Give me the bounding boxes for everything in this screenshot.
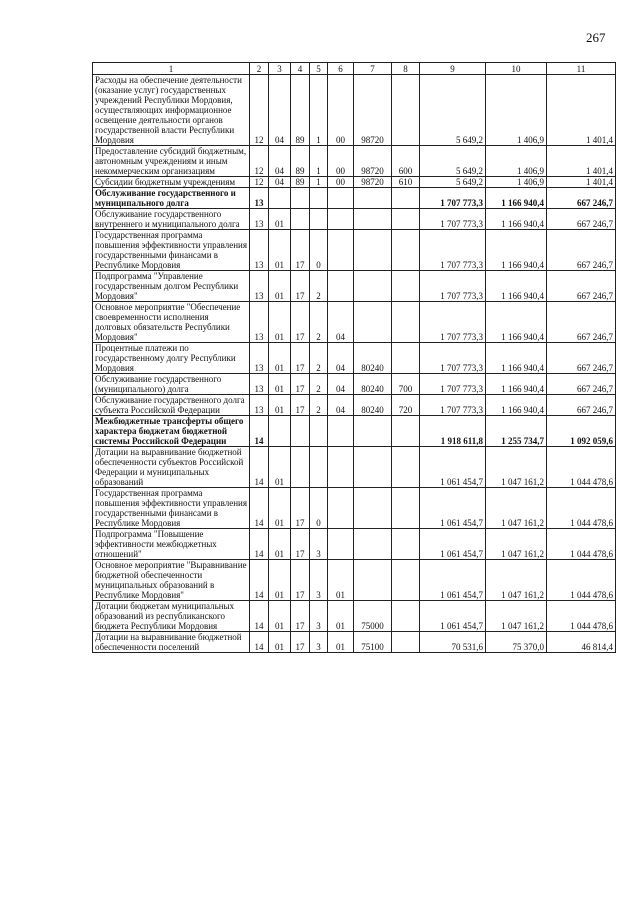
subsection-code-cell: 01: [269, 209, 291, 230]
direction-code-cell: [354, 209, 392, 230]
subsection-code-cell: 01: [269, 271, 291, 302]
amount-col10-cell: 75 370,0: [486, 632, 547, 653]
section-code-cell: 13: [250, 302, 269, 343]
table-row: [93, 302, 616, 343]
section-code-cell: 13: [250, 395, 269, 416]
subprogram-code-cell: 1: [310, 146, 328, 177]
amount-col10-cell: 1 047 161,2: [486, 488, 547, 529]
column-header: 1: [93, 63, 250, 75]
section-code-cell: 14: [250, 601, 269, 632]
expense-type-cell: [392, 230, 420, 271]
expense-type-cell: [392, 209, 420, 230]
amount-col11-cell: 1 044 478,6: [547, 601, 616, 632]
row-name-cell: Субсидии бюджетным учреждениям: [93, 177, 250, 188]
row-name-cell: Основное мероприятие "Обеспечение своевременности исполнения долговых обязательств Республики Мордовия": [93, 302, 250, 343]
program-code-cell: 89: [291, 146, 310, 177]
activity-code-cell: [328, 209, 354, 230]
expense-type-cell: [392, 529, 420, 560]
amount-col9-cell: 5 649,2: [420, 75, 486, 146]
amount-col10-cell: 1 166 940,4: [486, 230, 547, 271]
amount-col11-cell: 667 246,7: [547, 230, 616, 271]
row-name-cell: Обслуживание государственного и муниципального долга: [93, 188, 250, 209]
header-row: [93, 63, 616, 75]
direction-code-cell: [354, 416, 392, 447]
expense-type-cell: [392, 75, 420, 146]
activity-code-cell: [328, 488, 354, 529]
activity-code-cell: 04: [328, 374, 354, 395]
row-name-cell: Предоставление субсидий бюджетным, автономным учреждениям и иным некоммерческим организациям: [93, 146, 250, 177]
subsection-code-cell: 01: [269, 488, 291, 529]
row-name-cell: Дотации на выравнивание бюджетной обеспеченности поселений: [93, 632, 250, 653]
expense-type-cell: [392, 601, 420, 632]
section-code-cell: 14: [250, 529, 269, 560]
expense-type-cell: [392, 302, 420, 343]
amount-col10-cell: 1 166 940,4: [486, 374, 547, 395]
amount-col9-cell: 1 707 773,3: [420, 271, 486, 302]
amount-col11-cell: 667 246,7: [547, 188, 616, 209]
subsection-code-cell: [269, 188, 291, 209]
amount-col11-cell: 667 246,7: [547, 395, 616, 416]
subprogram-code-cell: 3: [310, 560, 328, 601]
expense-type-cell: [392, 447, 420, 488]
table-row: [93, 146, 616, 177]
subprogram-code-cell: 2: [310, 395, 328, 416]
subprogram-code-cell: 2: [310, 374, 328, 395]
amount-col10-cell: 1 047 161,2: [486, 447, 547, 488]
amount-col11-cell: 1 401,4: [547, 75, 616, 146]
subsection-code-cell: 01: [269, 447, 291, 488]
expense-type-cell: [392, 416, 420, 447]
amount-col10-cell: 1 166 940,4: [486, 209, 547, 230]
direction-code-cell: 75100: [354, 632, 392, 653]
subsection-code-cell: 01: [269, 601, 291, 632]
amount-col11-cell: 1 044 478,6: [547, 560, 616, 601]
expense-type-cell: [392, 271, 420, 302]
activity-code-cell: [328, 529, 354, 560]
column-header: 9: [420, 63, 486, 75]
section-code-cell: 14: [250, 632, 269, 653]
column-header: 6: [328, 63, 354, 75]
direction-code-cell: [354, 560, 392, 601]
section-code-cell: 13: [250, 271, 269, 302]
column-header: 8: [392, 63, 420, 75]
program-code-cell: 17: [291, 601, 310, 632]
amount-col11-cell: 1 401,4: [547, 146, 616, 177]
subsection-code-cell: 01: [269, 560, 291, 601]
column-header: 5: [310, 63, 328, 75]
amount-col10-cell: 1 047 161,2: [486, 601, 547, 632]
subsection-code-cell: 01: [269, 395, 291, 416]
section-code-cell: 13: [250, 343, 269, 374]
table-row: [93, 271, 616, 302]
amount-col9-cell: 1 061 454,7: [420, 560, 486, 601]
section-code-cell: 13: [250, 374, 269, 395]
direction-code-cell: [354, 529, 392, 560]
amount-col11-cell: 667 246,7: [547, 343, 616, 374]
amount-col9-cell: 1 707 773,3: [420, 374, 486, 395]
expense-type-cell: [392, 188, 420, 209]
subprogram-code-cell: 1: [310, 177, 328, 188]
direction-code-cell: [354, 188, 392, 209]
amount-col9-cell: 1 707 773,3: [420, 188, 486, 209]
amount-col9-cell: 1 707 773,3: [420, 302, 486, 343]
column-header: 10: [486, 63, 547, 75]
subsection-code-cell: 01: [269, 632, 291, 653]
amount-col9-cell: 5 649,2: [420, 146, 486, 177]
table-row: [93, 177, 616, 188]
table-row: [93, 560, 616, 601]
table-row: [93, 416, 616, 447]
expense-type-cell: 610: [392, 177, 420, 188]
section-code-cell: 14: [250, 416, 269, 447]
subprogram-code-cell: 0: [310, 230, 328, 271]
expense-type-cell: [392, 343, 420, 374]
table-row: [93, 488, 616, 529]
amount-col11-cell: 667 246,7: [547, 374, 616, 395]
subsection-code-cell: 01: [269, 230, 291, 271]
amount-col11-cell: 667 246,7: [547, 209, 616, 230]
section-code-cell: 12: [250, 177, 269, 188]
amount-col11-cell: 1 044 478,6: [547, 488, 616, 529]
subprogram-code-cell: [310, 188, 328, 209]
program-code-cell: 17: [291, 343, 310, 374]
subprogram-code-cell: 1: [310, 75, 328, 146]
section-code-cell: 14: [250, 488, 269, 529]
column-header: 7: [354, 63, 392, 75]
table-row: [93, 230, 616, 271]
column-header: 4: [291, 63, 310, 75]
activity-code-cell: 01: [328, 601, 354, 632]
subprogram-code-cell: 3: [310, 601, 328, 632]
amount-col9-cell: 1 918 611,8: [420, 416, 486, 447]
expense-type-cell: 600: [392, 146, 420, 177]
row-name-cell: Дотации на выравнивание бюджетной обеспеченности субъектов Российской Федерации и муниципальных образований: [93, 447, 250, 488]
direction-code-cell: [354, 302, 392, 343]
direction-code-cell: [354, 488, 392, 529]
amount-col11-cell: 46 814,4: [547, 632, 616, 653]
subsection-code-cell: 04: [269, 75, 291, 146]
activity-code-cell: 00: [328, 146, 354, 177]
column-header: 11: [547, 63, 616, 75]
amount-col9-cell: 1 061 454,7: [420, 601, 486, 632]
amount-col9-cell: 1 707 773,3: [420, 343, 486, 374]
subprogram-code-cell: [310, 416, 328, 447]
activity-code-cell: 01: [328, 632, 354, 653]
program-code-cell: [291, 209, 310, 230]
section-code-cell: 12: [250, 75, 269, 146]
subprogram-code-cell: [310, 209, 328, 230]
row-name-cell: Подпрограмма "Управление государственным долгом Республики Мордовия": [93, 271, 250, 302]
table-row: [93, 209, 616, 230]
row-name-cell: Обслуживание государственного долга субъекта Российской Федерации: [93, 395, 250, 416]
activity-code-cell: [328, 188, 354, 209]
amount-col9-cell: 1 061 454,7: [420, 488, 486, 529]
amount-col10-cell: 1 047 161,2: [486, 529, 547, 560]
program-code-cell: 17: [291, 488, 310, 529]
program-code-cell: 17: [291, 632, 310, 653]
program-code-cell: 89: [291, 177, 310, 188]
row-name-cell: Межбюджетные трансферты общего характера бюджетам бюджетной системы Российской Федерации: [93, 416, 250, 447]
column-header: 2: [250, 63, 269, 75]
amount-col10-cell: 1 166 940,4: [486, 302, 547, 343]
activity-code-cell: 01: [328, 560, 354, 601]
row-name-cell: Расходы на обеспечение деятельности (оказание услуг) государственных учреждений Республики Мордовия, осуществляющих информационное освещение деятельности органов государственной власти Республики Мордовия: [93, 75, 250, 146]
table-row: [93, 374, 616, 395]
row-name-cell: Обслуживание государственного внутреннего и муниципального долга: [93, 209, 250, 230]
page-number: 267: [586, 30, 606, 45]
amount-col11-cell: 667 246,7: [547, 302, 616, 343]
subprogram-code-cell: 3: [310, 632, 328, 653]
table-row: [93, 343, 616, 374]
program-code-cell: 17: [291, 271, 310, 302]
subsection-code-cell: 01: [269, 529, 291, 560]
row-name-cell: Государственная программа повышения эффективности управления государственными финансами в Республике Мордовия: [93, 488, 250, 529]
amount-col11-cell: 1 092 059,6: [547, 416, 616, 447]
amount-col10-cell: 1 406,9: [486, 146, 547, 177]
program-code-cell: 17: [291, 395, 310, 416]
budget-table: [92, 62, 616, 653]
amount-col9-cell: 1 707 773,3: [420, 230, 486, 271]
table-row: [93, 601, 616, 632]
subprogram-code-cell: 0: [310, 488, 328, 529]
activity-code-cell: [328, 230, 354, 271]
amount-col11-cell: 1 044 478,6: [547, 529, 616, 560]
row-name-cell: Основное мероприятие "Выравнивание бюджетной обеспеченности муниципальных образований в Республике Мордовия": [93, 560, 250, 601]
amount-col9-cell: 70 531,6: [420, 632, 486, 653]
activity-code-cell: [328, 271, 354, 302]
subprogram-code-cell: 2: [310, 343, 328, 374]
amount-col10-cell: 1 166 940,4: [486, 188, 547, 209]
amount-col11-cell: 1 044 478,6: [547, 447, 616, 488]
table-row: [93, 75, 616, 146]
direction-code-cell: 98720: [354, 146, 392, 177]
direction-code-cell: 80240: [354, 343, 392, 374]
amount-col10-cell: 1 166 940,4: [486, 271, 547, 302]
activity-code-cell: 04: [328, 395, 354, 416]
row-name-cell: Процентные платежи по государственному долгу Республики Мордовия: [93, 343, 250, 374]
activity-code-cell: 04: [328, 343, 354, 374]
activity-code-cell: 00: [328, 75, 354, 146]
direction-code-cell: 98720: [354, 75, 392, 146]
section-code-cell: 13: [250, 188, 269, 209]
program-code-cell: 17: [291, 560, 310, 601]
amount-col9-cell: 1 061 454,7: [420, 529, 486, 560]
amount-col10-cell: 1 047 161,2: [486, 560, 547, 601]
section-code-cell: 13: [250, 209, 269, 230]
program-code-cell: [291, 188, 310, 209]
direction-code-cell: [354, 230, 392, 271]
subprogram-code-cell: [310, 447, 328, 488]
amount-col9-cell: 1 707 773,3: [420, 395, 486, 416]
row-name-cell: Дотации бюджетам муниципальных образований из республиканского бюджета Республики Мордовия: [93, 601, 250, 632]
section-code-cell: 14: [250, 560, 269, 601]
program-code-cell: 17: [291, 374, 310, 395]
program-code-cell: 17: [291, 529, 310, 560]
direction-code-cell: [354, 271, 392, 302]
program-code-cell: 89: [291, 75, 310, 146]
activity-code-cell: [328, 416, 354, 447]
subsection-code-cell: 04: [269, 177, 291, 188]
subprogram-code-cell: 2: [310, 302, 328, 343]
amount-col10-cell: 1 406,9: [486, 75, 547, 146]
subsection-code-cell: 01: [269, 302, 291, 343]
direction-code-cell: [354, 447, 392, 488]
table-row: [93, 188, 616, 209]
row-name-cell: Подпрограмма "Повышение эффективности межбюджетных отношений": [93, 529, 250, 560]
amount-col10-cell: 1 406,9: [486, 177, 547, 188]
activity-code-cell: 04: [328, 302, 354, 343]
expense-type-cell: [392, 488, 420, 529]
table-body: [93, 75, 616, 653]
amount-col9-cell: 1 061 454,7: [420, 447, 486, 488]
row-name-cell: Государственная программа повышения эффективности управления государственными финансами в Республике Мордовия: [93, 230, 250, 271]
program-code-cell: 17: [291, 302, 310, 343]
subsection-code-cell: 01: [269, 374, 291, 395]
table-row: [93, 529, 616, 560]
column-header: 3: [269, 63, 291, 75]
subprogram-code-cell: 2: [310, 271, 328, 302]
table-row: [93, 632, 616, 653]
subsection-code-cell: 01: [269, 343, 291, 374]
direction-code-cell: 80240: [354, 395, 392, 416]
subsection-code-cell: 04: [269, 146, 291, 177]
amount-col10-cell: 1 166 940,4: [486, 343, 547, 374]
direction-code-cell: 75000: [354, 601, 392, 632]
program-code-cell: [291, 416, 310, 447]
direction-code-cell: 98720: [354, 177, 392, 188]
direction-code-cell: 80240: [354, 374, 392, 395]
expense-type-cell: 720: [392, 395, 420, 416]
amount-col11-cell: 1 401,4: [547, 177, 616, 188]
amount-col9-cell: 5 649,2: [420, 177, 486, 188]
table-row: [93, 447, 616, 488]
activity-code-cell: 00: [328, 177, 354, 188]
amount-col10-cell: 1 255 734,7: [486, 416, 547, 447]
expense-type-cell: 700: [392, 374, 420, 395]
section-code-cell: 12: [250, 146, 269, 177]
expense-type-cell: [392, 560, 420, 601]
row-name-cell: Обслуживание государственного (муниципального) долга: [93, 374, 250, 395]
amount-col9-cell: 1 707 773,3: [420, 209, 486, 230]
activity-code-cell: [328, 447, 354, 488]
subsection-code-cell: [269, 416, 291, 447]
amount-col11-cell: 667 246,7: [547, 271, 616, 302]
subprogram-code-cell: 3: [310, 529, 328, 560]
amount-col10-cell: 1 166 940,4: [486, 395, 547, 416]
expense-type-cell: [392, 632, 420, 653]
program-code-cell: [291, 447, 310, 488]
program-code-cell: 17: [291, 230, 310, 271]
section-code-cell: 14: [250, 447, 269, 488]
table-row: [93, 395, 616, 416]
section-code-cell: 13: [250, 230, 269, 271]
